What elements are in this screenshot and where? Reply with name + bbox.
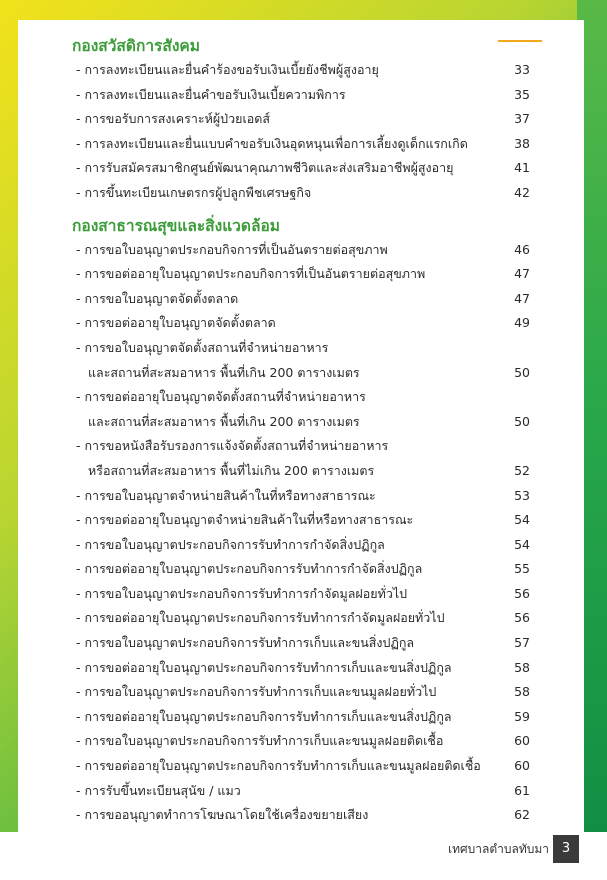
toc-entry-page: 50 (514, 364, 530, 380)
toc-entry-title-cont: และสถานที่สะสมอาหาร พื้นที่เกิน 200 ตารางเมตร (88, 364, 360, 380)
toc-entry-title: - การลงทะเบียนและยื่นคำขอรับเงินเบี้ยความพิการ (76, 86, 346, 102)
toc-entry-title: - การขออนุญาตทำการโฆษณาโดยใช้เครื่องขยายเสียง (76, 807, 369, 823)
page-number: 3 (553, 835, 579, 863)
toc-entry-title: - การขอใบอนุญาตประกอบกิจการรับทำการเก็บและขนมูลฝอยติดเชื้อ (76, 733, 444, 749)
toc-entry (72, 181, 542, 206)
toc-entry (72, 705, 542, 730)
toc-entry (72, 336, 542, 385)
toc-entry (72, 262, 542, 287)
toc-entry-title: - การรับขึ้นทะเบียนสุนัข / แมว (76, 782, 241, 798)
toc-entry-page: 55 (514, 561, 530, 577)
toc-entry (72, 631, 542, 656)
toc-entry (72, 656, 542, 681)
toc-entry (72, 508, 542, 533)
toc-entry-page: 59 (514, 708, 530, 724)
toc-entry-title: - การขอใบอนุญาตจัดตั้งตลาด (76, 290, 239, 306)
toc-entry-title: - การขอต่ออายุใบอนุญาตประกอบกิจการรับทำการกำจัดสิ่งปฏิกูล (76, 561, 423, 577)
toc-entry-page: 50 (514, 413, 530, 429)
toc-entry (72, 533, 542, 558)
toc-entry-page: 61 (514, 782, 530, 798)
toc-entry-page: 47 (514, 290, 530, 306)
toc-entry-title: - การลงทะเบียนและยื่นแบบคำขอรับเงินอุดหนุนเพื่อการเลี้ยงดูเด็กแรกเกิด (76, 135, 468, 151)
toc-entry-title: - การขอใบอนุญาตประกอบกิจการรับทำการเก็บและขนสิ่งปฏิกูล (76, 635, 415, 651)
toc-entry-page: 41 (514, 160, 530, 176)
section-heading: กองสวัสดิการสังคม (72, 34, 542, 58)
toc-entry (72, 132, 542, 157)
toc-entry-title: - การขอใบอนุญาตประกอบกิจการรับทำการกำจัดมูลฝอยทั่วไป (76, 585, 408, 601)
toc-entry-title: - การลงทะเบียนและยื่นคำร้องขอรับเงินเบี้ยยังชีพผู้สูงอายุ (76, 62, 379, 77)
toc-entry (72, 606, 542, 631)
toc-entry-page: 49 (514, 315, 530, 331)
toc-entry-page: 42 (514, 184, 530, 200)
toc-entry-title: - การขอต่ออายุใบอนุญาตประกอบกิจการที่เป็นอันตรายต่อสุขภาพ (76, 266, 426, 282)
toc-entry-title: - การขึ้นทะเบียนเกษตรกรผู้ปลูกพืชเศรษฐกิจ (76, 184, 312, 200)
toc-entry (72, 83, 542, 108)
toc-entry-page: 37 (514, 111, 530, 127)
toc-entry-page: 58 (514, 659, 530, 675)
toc-entry-title: - การขอหนังสือรับรองการแจ้งจัดตั้งสถานที่จำหน่ายอาหาร (76, 438, 389, 454)
toc-entry-title: - การขอรับการสงเคราะห์ผู้ป่วยเอดส์ (76, 111, 270, 127)
toc-entry-title-cont: หรือสถานที่สะสมอาหาร พื้นที่ไม่เกิน 200 ตารางเมตร (88, 462, 375, 478)
toc-entry (72, 582, 542, 607)
toc-entry (72, 385, 542, 434)
toc-entry (72, 58, 542, 83)
toc-entry-title: - การขอใบอนุญาตประกอบกิจการที่เป็นอันตรายต่อสุขภาพ (76, 241, 388, 257)
toc-entry-page: 52 (514, 462, 530, 478)
toc-entry-title: - การขอต่ออายุใบอนุญาตประกอบกิจการรับทำการเก็บและขนมูลฝอยติดเชื้อ (76, 758, 481, 774)
section-gap (72, 206, 542, 214)
toc-entry-page: 60 (514, 758, 530, 774)
toc-entry-page: 54 (514, 536, 530, 552)
table-of-contents (72, 34, 542, 828)
toc-entry-title: - การขอต่ออายุใบอนุญาตจัดตั้งสถานที่จำหน่ายอาหาร (76, 389, 366, 405)
toc-entry (72, 754, 542, 779)
toc-entry (72, 287, 542, 312)
toc-entry-title-cont: และสถานที่สะสมอาหาร พื้นที่เกิน 200 ตารางเมตร (88, 413, 360, 429)
toc-entry-title: - การขอต่ออายุใบอนุญาตจำหน่ายสินค้าในที่หรือทางสาธารณะ (76, 512, 414, 528)
toc-entry-title: - การขอใบอนุญาตประกอบกิจการรับทำการเก็บและขนมูลฝอยทั่วไป (76, 684, 437, 700)
toc-entry (72, 803, 542, 828)
toc-entry-page: 62 (514, 807, 530, 823)
footer-org-name: เทศบาลตำบลทับมา (447, 842, 549, 856)
toc-entry-page: 35 (514, 86, 530, 102)
toc-entry-title: - การขอต่ออายุใบอนุญาตประกอบกิจการรับทำการเก็บและขนสิ่งปฏิกูล (76, 708, 452, 724)
toc-entry (72, 729, 542, 754)
toc-entry-page: 57 (514, 635, 530, 651)
toc-entry-page: 53 (514, 487, 530, 503)
section-heading: กองสาธารณสุขและสิ่งแวดล้อม (72, 216, 280, 235)
toc-entry (72, 238, 542, 263)
toc-entry-page: 56 (514, 585, 530, 601)
toc-entry-title: - การขอต่ออายุใบอนุญาตประกอบกิจการรับทำการกำจัดมูลฝอยทั่วไป (76, 610, 445, 626)
toc-entry-title: - การขอใบอนุญาตจำหน่ายสินค้าในที่หรือทางสาธารณะ (76, 487, 376, 503)
heading-accent-line (498, 40, 542, 42)
toc-entry (72, 107, 542, 132)
toc-entry-page: 47 (514, 266, 530, 282)
toc-entry-page: 56 (514, 610, 530, 626)
toc-entry (72, 557, 542, 582)
toc-entry (72, 156, 542, 181)
toc-entry (72, 680, 542, 705)
toc-entry-title: - การขอใบอนุญาตจัดตั้งสถานที่จำหน่ายอาหาร (76, 339, 329, 355)
toc-entry (72, 779, 542, 804)
toc-entry-title: - การขอต่ออายุใบอนุญาตประกอบกิจการรับทำการเก็บและขนสิ่งปฏิกูล (76, 659, 452, 675)
toc-entry-page: 38 (514, 135, 530, 151)
toc-entry-page: 33 (514, 62, 530, 77)
toc-entry-page: 54 (514, 512, 530, 528)
toc-entry-title: - การขอใบอนุญาตประกอบกิจการรับทำการกำจัดสิ่งปฏิกูล (76, 536, 385, 552)
toc-entry-title: - การรับสมัครสมาชิกศูนย์พัฒนาคุณภาพชีวิตและส่งเสริมอาชีพผู้สูงอายุ (76, 160, 454, 176)
toc-entry (72, 484, 542, 509)
toc-entry (72, 311, 542, 336)
toc-entry-page: 46 (514, 241, 530, 257)
toc-entry (72, 434, 542, 483)
toc-entry-title: - การขอต่ออายุใบอนุญาตจัดตั้งตลาด (76, 315, 276, 331)
toc-entry-page: 58 (514, 684, 530, 700)
toc-entry-page: 60 (514, 733, 530, 749)
